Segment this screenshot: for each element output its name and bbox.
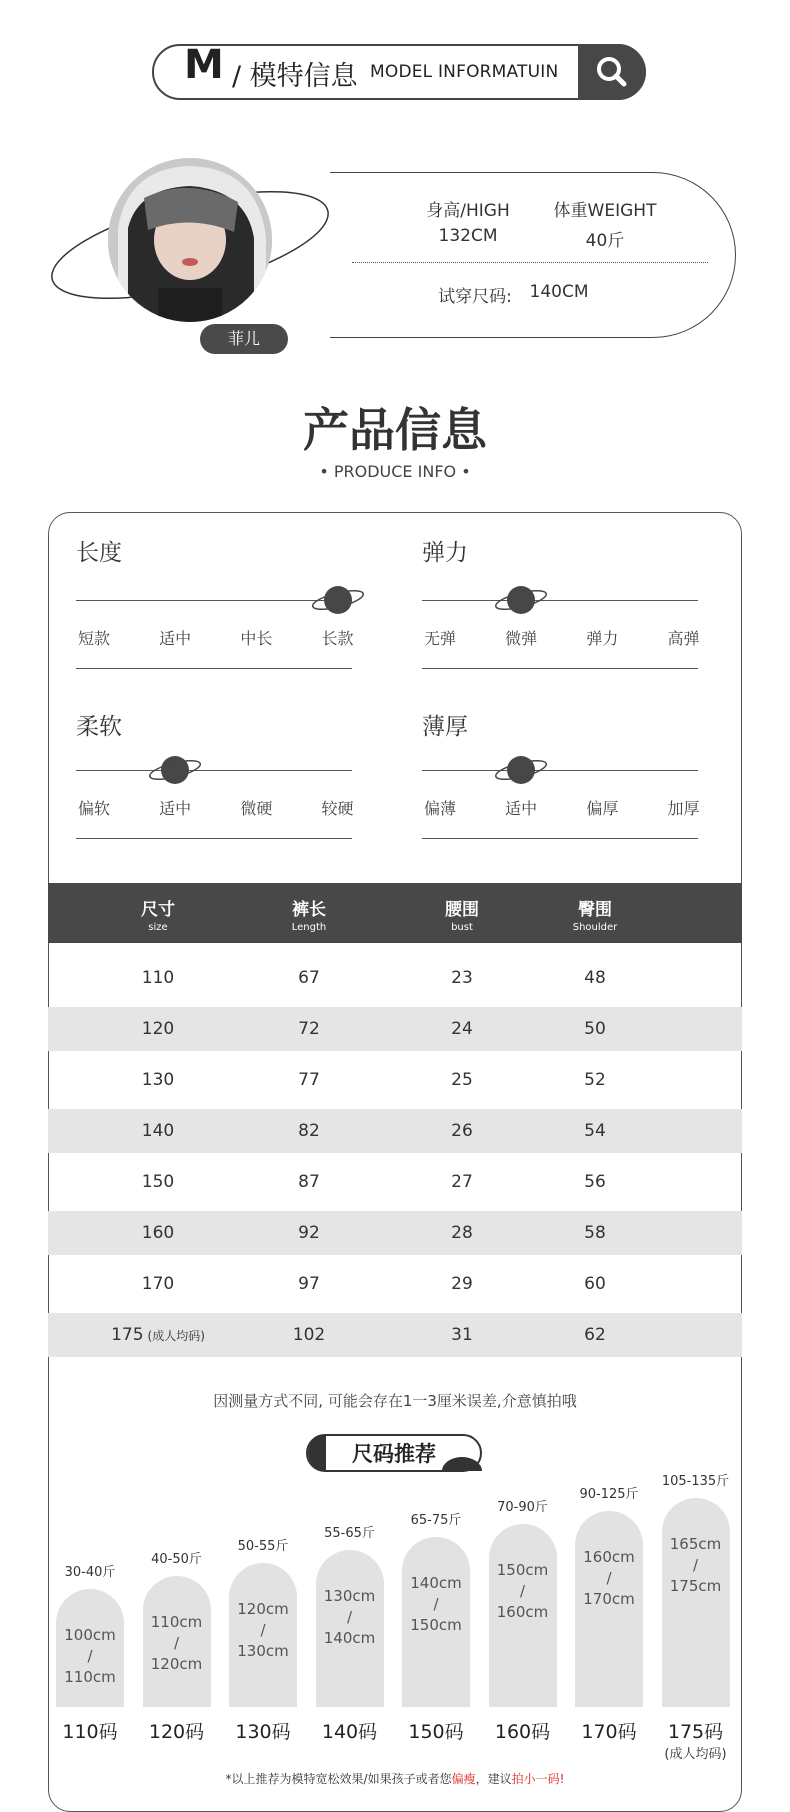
cell-size-text: 120 (141, 1019, 175, 1039)
cell-hip (535, 1058, 655, 1102)
recommend-bar (662, 1498, 730, 1707)
recommend-height-h1: 110cm (150, 1613, 203, 1631)
attr-option-elasticity: 高弹 (667, 629, 700, 648)
recommend-weight: 55-65斤 (324, 1526, 375, 1541)
recommend-height-h2: 175cm (669, 1577, 722, 1595)
attr-option-elasticity: 无弹 (423, 629, 456, 648)
attr-option-length: 短款 (77, 629, 110, 648)
attr-title-elasticity: 弹力 (422, 540, 468, 566)
height-label: 身高/HIGH (426, 201, 510, 221)
recommend-height-sep: / (87, 1647, 93, 1665)
cell-hip-text: 60 (584, 1274, 606, 1294)
cell-size-text: 140 (141, 1121, 175, 1141)
table-row (48, 1313, 742, 1357)
header-title-en: MODEL INFORMATUIN (370, 62, 559, 82)
cell-size (98, 956, 218, 1000)
th-waist-en: bust (451, 922, 473, 933)
table-row (48, 1262, 742, 1306)
th-size (98, 883, 218, 933)
cell-hip-text: 48 (584, 968, 606, 988)
footer-note (0, 1770, 790, 1787)
cell-waist (402, 1313, 522, 1357)
recommend-height-h1: 160cm (583, 1548, 635, 1566)
cell-size-text: 170 (141, 1274, 175, 1294)
attr-track-softness (76, 770, 352, 771)
recommend-size: 130码 (235, 1721, 291, 1743)
attr-option-thickness: 加厚 (667, 799, 700, 818)
cell-length (249, 1313, 369, 1357)
attr-track-elasticity (422, 600, 698, 601)
recommend-size: 150码 (408, 1721, 464, 1743)
attr-option-softness: 微硬 (240, 799, 273, 818)
cell-length-text: 67 (298, 968, 320, 988)
recommend-height-h2: 120cm (150, 1655, 203, 1673)
table-row (48, 956, 742, 1000)
footer-prefix: *以上推荐为模特宽松效果/如果孩子或者您 (225, 1772, 452, 1786)
cell-size (98, 1313, 218, 1358)
recommend-height-h2: 130cm (237, 1642, 289, 1660)
th-size-en: size (148, 922, 168, 933)
dotted-divider (352, 262, 708, 263)
cell-hip-text: 56 (584, 1172, 606, 1192)
cell-hip (535, 1109, 655, 1153)
attr-knob-planet-icon[interactable] (491, 580, 551, 620)
attr-underline-length (76, 668, 352, 669)
cell-waist (402, 1262, 522, 1306)
attr-title-length: 长度 (76, 540, 122, 566)
cell-length (249, 1160, 369, 1204)
cell-length-text: 72 (298, 1019, 320, 1039)
cell-hip (535, 1313, 655, 1357)
recommend-title: 尺码推荐 (352, 1442, 436, 1466)
attr-option-thickness: 偏厚 (586, 799, 619, 818)
model-photo (108, 158, 272, 322)
attr-title-softness: 柔软 (76, 714, 122, 740)
cell-size (98, 1007, 218, 1051)
attr-knob-planet-icon[interactable] (308, 580, 368, 620)
cell-waist (402, 1058, 522, 1102)
cell-hip-text: 50 (584, 1019, 606, 1039)
attr-option-softness: 较硬 (321, 799, 354, 818)
model-name-badge: 菲儿 (200, 324, 288, 354)
th-hip-en: Shoulder (572, 922, 618, 933)
cell-waist (402, 956, 522, 1000)
cell-hip (535, 1160, 655, 1204)
attr-option-length: 长款 (321, 629, 354, 648)
cell-hip-text: 54 (584, 1121, 606, 1141)
weight-value: 40斤 (585, 231, 625, 251)
cell-length-text: 77 (298, 1070, 320, 1090)
attr-underline-softness (76, 838, 352, 839)
cell-waist-text: 23 (451, 968, 473, 988)
recommend-height-sep: / (692, 1556, 699, 1574)
cell-waist-text: 29 (451, 1274, 473, 1294)
trial-size-value: 140CM (529, 282, 589, 302)
header-letter: M (184, 42, 224, 88)
cell-size-text: 175 (111, 1325, 144, 1345)
recommend-size: 160码 (494, 1721, 551, 1743)
th-length (249, 883, 369, 933)
cell-size-text: 130 (141, 1070, 175, 1090)
recommend-size: 120码 (148, 1721, 205, 1743)
table-row (48, 1160, 742, 1204)
attr-track-thickness (422, 770, 698, 771)
cell-hip-text: 62 (584, 1325, 606, 1345)
cell-length (249, 1109, 369, 1153)
attr-option-elasticity: 微弹 (505, 629, 538, 648)
attr-option-length: 适中 (159, 629, 192, 648)
attr-option-softness: 适中 (159, 799, 192, 818)
recommend-height-h1: 100cm (64, 1626, 116, 1644)
recommend-size-note: (成人均码) (664, 1747, 727, 1762)
cell-size-text: 110 (141, 968, 175, 988)
th-hip (535, 883, 655, 933)
cell-waist (402, 1109, 522, 1153)
recommend-weight: 65-75斤 (410, 1513, 462, 1528)
cell-size (98, 1058, 218, 1102)
cell-length-text: 92 (298, 1223, 320, 1243)
cell-length (249, 1058, 369, 1102)
trial-size-label: 试穿尺码: (438, 287, 512, 307)
recommend-size: 140码 (321, 1721, 378, 1743)
section-title: 产品信息 (303, 403, 487, 457)
cell-hip-text: 52 (584, 1070, 606, 1090)
cell-size-note: (成人均码) (147, 1329, 205, 1343)
recommend-size: 110码 (62, 1721, 118, 1743)
recommend-weight: 105-135斤 (661, 1474, 730, 1489)
cell-waist-text: 26 (451, 1121, 473, 1141)
model-info-card (330, 172, 736, 338)
attr-underline-elasticity (422, 668, 698, 669)
recommend-height-h2: 110cm (64, 1668, 116, 1686)
cell-waist-text: 27 (451, 1172, 473, 1192)
search-icon (578, 44, 646, 100)
recommend-size: 175码 (667, 1721, 724, 1743)
attr-option-thickness: 适中 (505, 799, 538, 818)
header-title-cn: / 模特信息 (232, 61, 358, 92)
search-button[interactable] (578, 44, 646, 100)
attr-knob-planet-icon[interactable] (491, 750, 551, 790)
attr-underline-thickness (422, 838, 698, 839)
attr-option-softness: 偏软 (77, 799, 110, 818)
weight-label: 体重WEIGHT (553, 201, 657, 221)
th-waist (402, 883, 522, 933)
cell-hip (535, 956, 655, 1000)
cell-length-text: 82 (298, 1121, 320, 1141)
attr-title-thickness: 薄厚 (422, 714, 468, 740)
cell-hip-text: 58 (584, 1223, 606, 1243)
cell-waist (402, 1007, 522, 1051)
size-table-header (48, 883, 742, 943)
recommend-height-sep: / (606, 1569, 612, 1587)
table-row (48, 1109, 742, 1153)
th-length-cn: 裤长 (292, 900, 326, 920)
cell-length-text: 102 (292, 1325, 326, 1345)
recommend-height-sep: / (260, 1621, 266, 1639)
attr-option-elasticity: 弹力 (586, 629, 619, 648)
cell-size-text: 150 (141, 1172, 175, 1192)
footer-mid: ，建议 (475, 1772, 512, 1786)
cell-size (98, 1211, 218, 1255)
recommend-height-h2: 170cm (583, 1590, 635, 1608)
model-avatar (108, 158, 272, 322)
cell-waist-text: 24 (451, 1019, 473, 1039)
attr-option-thickness: 偏薄 (423, 799, 456, 818)
th-hip-cn: 臀围 (578, 900, 612, 920)
cell-waist (402, 1211, 522, 1255)
cell-hip (535, 1262, 655, 1306)
cell-size (98, 1160, 218, 1204)
height-value: 132CM (438, 226, 498, 246)
attr-option-length: 中长 (240, 629, 273, 648)
cell-waist (402, 1160, 522, 1204)
cell-length (249, 1007, 369, 1051)
cell-hip (535, 1211, 655, 1255)
measurement-note: 因测量方式不同, 可能会存在1一3厘米误差,介意慎拍哦 (213, 1392, 577, 1410)
cell-waist-text: 28 (451, 1223, 473, 1243)
recommend-height-h1: 120cm (237, 1600, 289, 1618)
th-waist-cn: 腰围 (445, 900, 479, 920)
recommend-height-h1: 150cm (496, 1561, 549, 1579)
cell-length-text: 87 (298, 1172, 320, 1192)
cell-length (249, 1262, 369, 1306)
cell-size (98, 1262, 218, 1306)
footer-highlight-2: 拍小一码! (511, 1772, 565, 1786)
recommend-height-h1: 130cm (323, 1587, 376, 1605)
recommend-height-h1: 165cm (669, 1535, 722, 1553)
table-row (48, 1007, 742, 1051)
cell-hip (535, 1007, 655, 1051)
cell-size (98, 1109, 218, 1153)
recommend-weight: 50-55斤 (237, 1539, 289, 1554)
recommend-height-sep: / (346, 1608, 353, 1626)
table-row (48, 1058, 742, 1102)
recommend-height-h2: 150cm (410, 1616, 462, 1634)
recommend-height-h2: 160cm (496, 1603, 549, 1621)
recommend-height-sep: / (519, 1582, 526, 1600)
cell-length-text: 97 (298, 1274, 320, 1294)
th-length-en: Length (291, 922, 327, 933)
recommend-height-h1: 140cm (410, 1574, 462, 1592)
th-size-cn: 尺寸 (141, 900, 175, 920)
table-row (48, 1211, 742, 1255)
attr-knob-planet-icon[interactable] (145, 750, 205, 790)
recommend-height-sep: / (173, 1634, 180, 1652)
recommend-height-h2: 140cm (323, 1629, 376, 1647)
recommend-weight: 40-50斤 (151, 1552, 202, 1567)
cell-size-text: 160 (141, 1223, 175, 1243)
cell-length (249, 1211, 369, 1255)
recommend-height-sep: / (433, 1595, 439, 1613)
section-subtitle: • PRODUCE INFO • (319, 462, 471, 481)
footer-highlight-1: 偏瘦 (451, 1772, 476, 1786)
recommend-size: 170码 (581, 1721, 637, 1743)
cell-waist-text: 25 (451, 1070, 473, 1090)
recommend-weight: 30-40斤 (64, 1565, 116, 1580)
recommend-weight: 90-125斤 (579, 1487, 639, 1502)
cell-length (249, 956, 369, 1000)
recommend-weight: 70-90斤 (497, 1500, 548, 1515)
cell-waist-text: 31 (451, 1325, 473, 1345)
